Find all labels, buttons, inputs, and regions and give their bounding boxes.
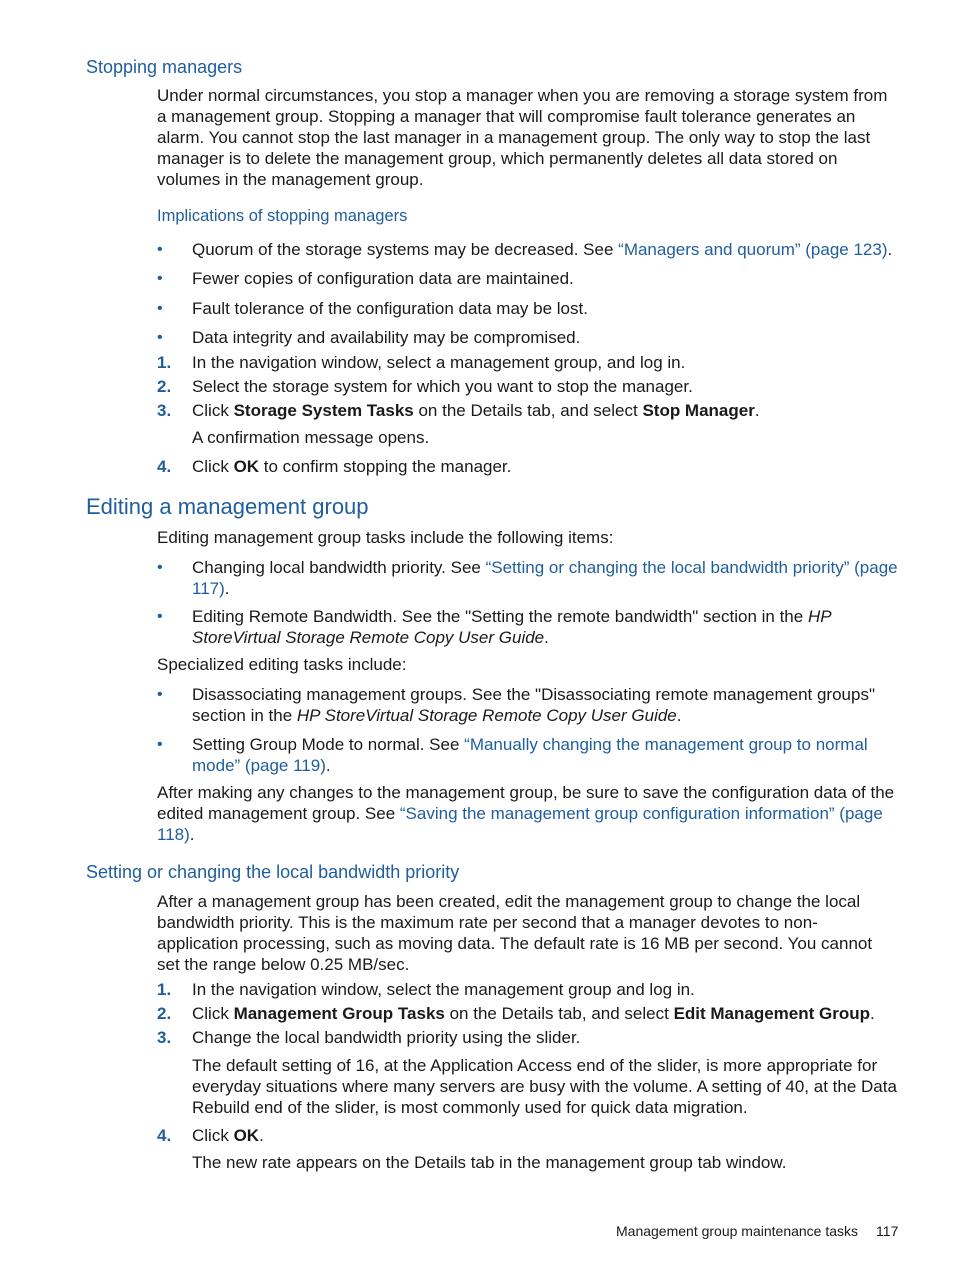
- document-page: Stopping managers Under normal circumstances, you stop a manager when you are removing a storage system from a management group. Stopping a manager that will compromise fault tolerance generates an alarm. You cannot stop the last manager in a management group. The only way to stop the last manager is to delete the management group, which permanently deletes all data stored on volumes in the management group. Implications of stopping managers • Quorum of the storage systems may be decreased. See “Managers and quorum” (page 123). • Fewer copies of configuration data are maintained. • Fault tolerance of the configuration data may be lost. • Data integrity and availability may be compromised. 1. In the navigation window, select a management group, and log in. 2. Select the storage system for which you want to stop the manager. 3. Click Storage System Tasks on the Details tab, and select Stop Manager. A confirmation message opens. 4. Click OK to confirm stopping the manager. Editing a management group Editing management group tasks include the following items: • Changing local bandwidth priority. See “Setting or changing the local bandwidth priority” (page 117). • Editing Remote Bandwidth. See the "Setting the remote bandwidth" section in the HP StoreVirtual Storage Remote Copy User Guide. Specialized editing tasks include: • Disassociating management groups. See the "Disassociating remote management groups" section in the HP StoreVirtual Storage Remote Copy User Guide. • Setting Group Mode to normal. See “Manually changing the management group to normal mode” (page 119). After making any changes to the management group, be sure to save the configuration data of the edited management group. See “Saving the management group configuration information” (page 118). Setting or changing the local bandwidth priority After a management group has been created, edit the management group to change the local bandwidth priority. This is the maximum rate per second that a manager devotes to non-application processing, such as moving data. The default rate is 16 MB per second. You cannot set the range below 0.25 MB/sec. 1. In the navigation window, select the management group and log in. 2. Click Management Group Tasks on the Details tab, and select Edit Management Group. 3. Change the local bandwidth priority using the slider. The default setting of 16, at the Application Access end of the slider, is more appropriate for everyday situations where many servers are busy with the volume. A setting of 40, at the Data Rebuild end of the slider, is most commonly used for quick data migration. 4. Click OK. The new rate appears on the Details tab in the management group tab window. Management group maintenance tasks 117: [86, 57, 899, 1239]
- step-note: A confirmation message opens.: [192, 428, 430, 447]
- heading-stopping-managers: Stopping managers: [86, 57, 243, 77]
- bullet-icon: •: [157, 736, 163, 753]
- bullet-icon: •: [157, 329, 163, 346]
- step-number: 4.: [157, 1126, 172, 1145]
- guide-title: HP StoreVirtual Storage Remote Copy User Guide: [192, 607, 831, 647]
- step-text: Click OK.: [192, 1126, 264, 1145]
- ui-term-storage-system-tasks: Storage System Tasks: [233, 401, 414, 420]
- list-item-text: Data integrity and availability may be compromised.: [192, 328, 581, 347]
- footer-label: Management group maintenance tasks: [616, 1223, 859, 1239]
- bullet-icon: •: [157, 686, 163, 703]
- paragraph-after-changes: After making any changes to the management group, be sure to save the configuration data of the edited management group. See “Saving the management group configuration information” (page 118).: [157, 783, 895, 844]
- step-text: Select the storage system for which you want to stop the manager.: [192, 377, 693, 396]
- paragraph-specialized: Specialized editing tasks include:: [157, 655, 407, 674]
- link-local-bandwidth-priority[interactable]: “Setting or changing the local bandwidth priority” (page 117): [192, 558, 898, 598]
- step-text: In the navigation window, select a management group, and log in.: [192, 353, 686, 372]
- page-footer: [616, 1222, 898, 1240]
- step-number: 3.: [157, 401, 172, 420]
- list-item-text: Disassociating management groups. See the "Disassociating remote management groups" section in the: [192, 685, 875, 725]
- step-text: Click Storage System Tasks on the Details tab, and select Stop Manager.: [192, 401, 760, 420]
- step-text: Click OK to confirm stopping the manager.: [192, 457, 512, 476]
- list-item-text: Fault tolerance of the configuration data may be lost.: [192, 299, 588, 318]
- bullet-icon: •: [157, 559, 163, 576]
- ui-term-edit-management-group: Edit Management Group: [673, 1004, 871, 1023]
- bullet-icon: •: [157, 300, 163, 317]
- ui-term-ok: OK: [233, 1126, 260, 1145]
- paragraph-editing-intro: Editing management group tasks include the following items:: [157, 528, 614, 547]
- bullet-icon: •: [157, 270, 163, 287]
- step-note: The new rate appears on the Details tab in the management group tab window.: [192, 1153, 787, 1172]
- step-text: In the navigation window, select the management group and log in.: [192, 980, 695, 999]
- step-number: 1.: [157, 980, 172, 999]
- link-manually-changing-mode[interactable]: “Manually changing the management group to normal mode” (page 119): [192, 735, 868, 775]
- heading-local-bandwidth-priority: Setting or changing the local bandwidth priority: [86, 862, 460, 882]
- paragraph-stopping-intro: Under normal circumstances, you stop a manager when you are removing a storage system from a management group. Stopping a manager that will compromise fault tolerance generates an alarm. You cannot stop the last manager in a management group. The only way to stop the last manager is to delete the management group, which permanently deletes all data stored on volumes in the management group.: [157, 86, 888, 189]
- page-number: 117: [876, 1223, 899, 1239]
- step-number: 1.: [157, 353, 172, 372]
- list-item-text: Editing Remote Bandwidth. See the "Setting the remote bandwidth" section in the: [192, 607, 808, 626]
- bullet-icon: •: [157, 608, 163, 625]
- list-item-text: Setting Group Mode to normal. See: [192, 735, 465, 754]
- link-saving-configuration[interactable]: “Saving the management group configuration information” (page 118): [157, 804, 883, 844]
- heading-editing-management-group: Editing a management group: [86, 494, 369, 519]
- step-number: 2.: [157, 1004, 172, 1023]
- bullet-icon: •: [157, 241, 163, 258]
- punctuation: .: [887, 240, 893, 259]
- step-text: Change the local bandwidth priority using the slider.: [192, 1028, 581, 1047]
- ui-term-stop-manager: Stop Manager: [642, 401, 755, 420]
- ui-term-ok: OK: [233, 457, 260, 476]
- list-item-text: Quorum of the storage systems may be decreased. See: [192, 240, 619, 259]
- guide-title: HP StoreVirtual Storage Remote Copy User Guide: [296, 706, 677, 725]
- step-note: The default setting of 16, at the Application Access end of the slider, is more appropriate for everyday situations where many servers are busy with the volume. A setting of 40, at the Data Rebuild end of the slider, is most commonly used for quick data migration.: [192, 1056, 897, 1117]
- step-text: Click Management Group Tasks on the Details tab, and select Edit Management Group.: [192, 1004, 875, 1023]
- link-managers-and-quorum[interactable]: “Managers and quorum” (page 123): [618, 240, 888, 259]
- step-number: 4.: [157, 457, 172, 476]
- list-item-text: Fewer copies of configuration data are maintained.: [192, 269, 574, 288]
- paragraph-bandwidth-intro: After a management group has been created, edit the management group to change the local bandwidth priority. This is the maximum rate per second that a manager devotes to non-application processing, such as moving data. The default rate is 16 MB per second. You cannot set the range below 0.25 MB/sec.: [157, 892, 873, 974]
- list-item-text: Changing local bandwidth priority. See: [192, 558, 486, 577]
- step-number: 2.: [157, 377, 172, 396]
- heading-implications: Implications of stopping managers: [157, 207, 408, 225]
- step-number: 3.: [157, 1028, 172, 1047]
- ui-term-management-group-tasks: Management Group Tasks: [233, 1004, 445, 1023]
